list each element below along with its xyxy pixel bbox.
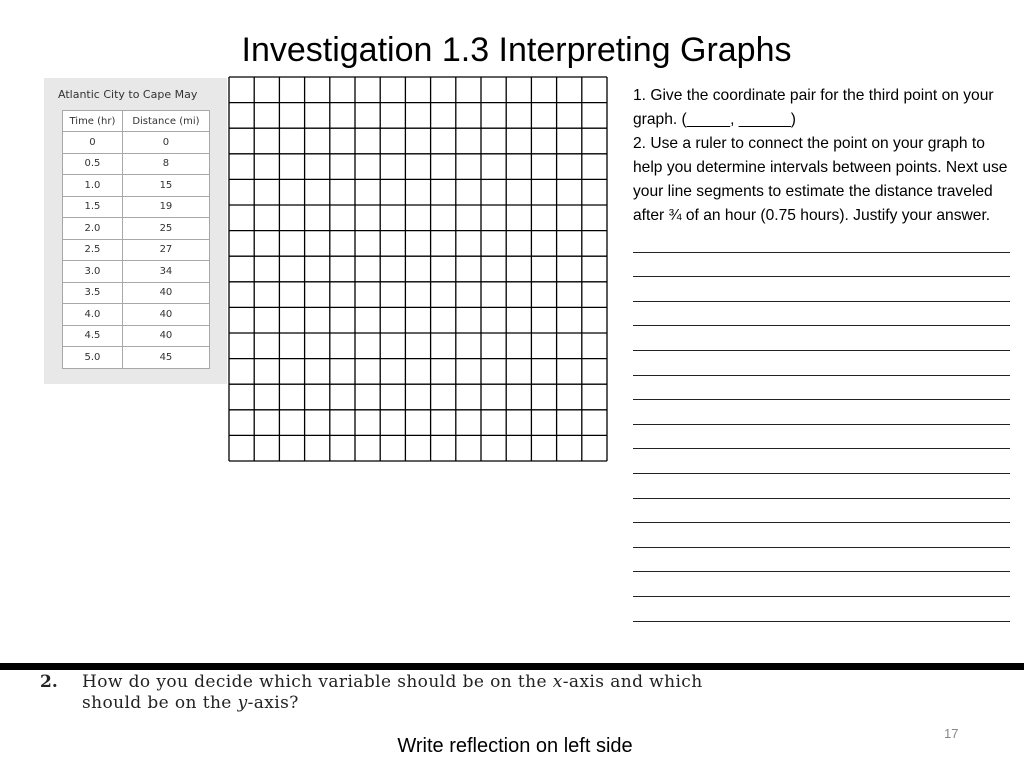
distance-cell: 45	[122, 347, 209, 369]
column-header-time: Time (hr)	[63, 111, 123, 132]
axis-question-line-1: How do you decide which variable should be on the x-axis and which	[82, 672, 703, 692]
table-body	[63, 132, 210, 369]
answer-line[interactable]	[633, 474, 1010, 499]
distance-cell: 19	[122, 196, 209, 218]
answer-line[interactable]	[633, 326, 1010, 351]
answer-line[interactable]	[633, 400, 1010, 425]
slide-title: Investigation 1.3 Interpreting Graphs	[241, 31, 792, 69]
page-number: 17	[944, 726, 959, 741]
axis-question-line-2: should be on the y-axis?	[82, 693, 299, 713]
reflection-note: Write reflection on left side	[397, 735, 633, 757]
table-row	[63, 347, 210, 369]
question-2-ruler: 2. Use a ruler to connect the point on your graph to help you determine intervals between points. Next use your line segments to estimate the distance traveled after ¾ of an hour (0.75 hours). Justify your answer.	[633, 135, 1008, 224]
answer-line[interactable]	[633, 351, 1010, 376]
table-row	[63, 261, 210, 283]
time-cell: 2.0	[63, 218, 123, 240]
table-row	[63, 239, 210, 261]
table-row	[63, 153, 210, 175]
table-header-row	[63, 111, 210, 132]
time-cell: 3.5	[63, 282, 123, 304]
table-row	[63, 196, 210, 218]
distance-cell: 40	[122, 282, 209, 304]
time-cell: 5.0	[63, 347, 123, 369]
answer-line[interactable]	[633, 228, 1010, 253]
column-header-distance: Distance (mi)	[122, 111, 209, 132]
table-row	[63, 218, 210, 240]
table-row	[63, 304, 210, 326]
axis-question-text	[82, 672, 962, 714]
answer-line[interactable]	[633, 548, 1010, 573]
data-table	[62, 110, 210, 369]
distance-cell: 25	[122, 218, 209, 240]
data-table-image	[44, 78, 227, 384]
answer-line[interactable]	[633, 376, 1010, 401]
answer-lines	[633, 228, 1018, 622]
answer-line[interactable]	[633, 277, 1010, 302]
graph-paper-grid	[228, 76, 608, 463]
distance-cell: 0	[122, 132, 209, 154]
answer-line[interactable]	[633, 253, 1010, 278]
table-row	[63, 325, 210, 347]
table-row	[63, 132, 210, 154]
distance-cell: 40	[122, 325, 209, 347]
time-cell: 4.0	[63, 304, 123, 326]
distance-cell: 8	[122, 153, 209, 175]
answer-line[interactable]	[633, 302, 1010, 327]
section-divider	[0, 663, 1024, 670]
answer-line[interactable]	[633, 523, 1010, 548]
time-cell: 1.5	[63, 196, 123, 218]
axis-question-number: 2.	[40, 672, 58, 692]
time-cell: 0.5	[63, 153, 123, 175]
question-1: 1. Give the coordinate pair for the third point on your graph. (_____, ______)	[633, 87, 994, 128]
time-cell: 4.5	[63, 325, 123, 347]
answer-line[interactable]	[633, 449, 1010, 474]
table-caption: Atlantic City to Cape May	[58, 88, 198, 101]
distance-cell: 27	[122, 239, 209, 261]
answer-line[interactable]	[633, 425, 1010, 450]
answer-line[interactable]	[633, 597, 1010, 622]
time-cell: 2.5	[63, 239, 123, 261]
axis-question	[40, 672, 980, 720]
distance-cell: 34	[122, 261, 209, 283]
answer-line[interactable]	[633, 572, 1010, 597]
time-cell: 1.0	[63, 175, 123, 197]
time-cell: 0	[63, 132, 123, 154]
time-cell: 3.0	[63, 261, 123, 283]
table-row	[63, 175, 210, 197]
distance-cell: 15	[122, 175, 209, 197]
distance-cell: 40	[122, 304, 209, 326]
questions-block	[633, 84, 1018, 622]
answer-line[interactable]	[633, 499, 1010, 524]
table-row	[63, 282, 210, 304]
